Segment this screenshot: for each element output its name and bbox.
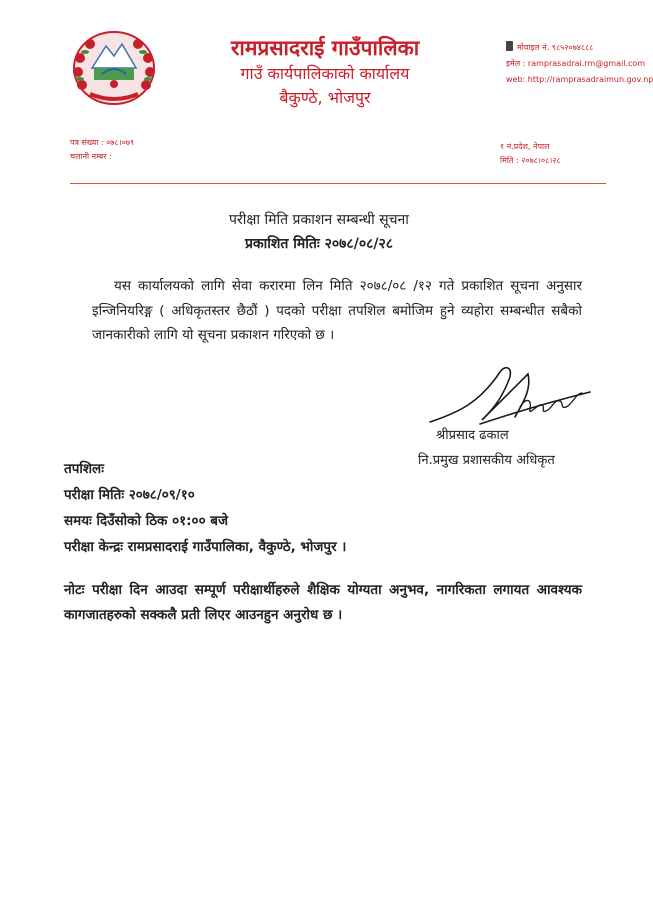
notice-title: परीक्षा मिति प्रकाशन सम्बन्धी सूचना [229, 212, 409, 228]
nepal-emblem-icon [68, 28, 160, 108]
province: १ नं.प्रदेश, नेपाल [500, 142, 550, 151]
mobile-phone-icon [506, 41, 513, 51]
email: इमेल : ramprasadrai.rm@gmail.com [506, 59, 646, 68]
notice-body: यस कार्यालयको लागि सेवा करारमा लिन मिति २०७८/०८ /१२ गते प्रकाशित सूचना अनुसार इन्जिनियरिङ्ग ( अधिकृतस्तर छैठौं ) पदको परीक्षा तपशिल बमोजिम हुने व्यहोरा सम्बन्धीत सबैको जानकारीको लागि यो सूचना प्रकाशन गरिएको छ । [92, 278, 582, 343]
dispatch-number: चलानी नम्बर : [70, 152, 112, 161]
exam-center: परीक्षा केन्द्रः रामप्रसादराई गाउँपालिका, वैकुण्ठे, भोजपुर । [64, 539, 347, 555]
reference-left [70, 136, 134, 164]
contact-info [506, 40, 653, 88]
signature-mark [420, 362, 600, 432]
website: web: http://ramprasadraimun.gov.np [506, 75, 653, 84]
exam-details [64, 456, 584, 560]
signatory-name: श्रीप्रसाद ढकाल [436, 428, 509, 443]
office-subtitle: गाउँ कार्यपालिकाको कार्यालय [240, 64, 410, 83]
details-heading: तपशिलः [64, 461, 104, 477]
letterhead [190, 34, 460, 110]
letter-number: पत्र संख्या : ०७८।०७९ [70, 138, 135, 147]
reference-right [500, 140, 561, 168]
office-name: रामप्रसादराई गाउँपालिका [230, 36, 420, 60]
header-divider [70, 183, 606, 184]
mobile-number: मोवाइल नं. ९८५२०७४८८८ [517, 43, 594, 52]
exam-time: समयः दिउँसोको ठिक ०१:०० बजे [64, 513, 229, 529]
signatory-designation: नि.प्रमुख प्रशासकीय अधिकृत [418, 453, 555, 468]
office-address: बैकुण्ठे, भोजपुर [279, 88, 371, 107]
exam-date: परीक्षा मितिः २०७८/०९/१० [64, 487, 195, 503]
notice-title-block [0, 208, 638, 256]
notice-note: नोटः परीक्षा दिन आउदा सम्पूर्ण परीक्षार्थीहरुले शैक्षिक योग्यता अनुभव, नागरिकता लगायत आवश्यक कागजातहरुको सक्कलै प्रती लिएर आउनहुन अनुरोध छ । [64, 582, 582, 623]
letter-date: मिति : २०७८।०८।२८ [500, 156, 561, 165]
published-date: प्रकाशित मितिः २०७८/०८/२८ [244, 236, 394, 252]
